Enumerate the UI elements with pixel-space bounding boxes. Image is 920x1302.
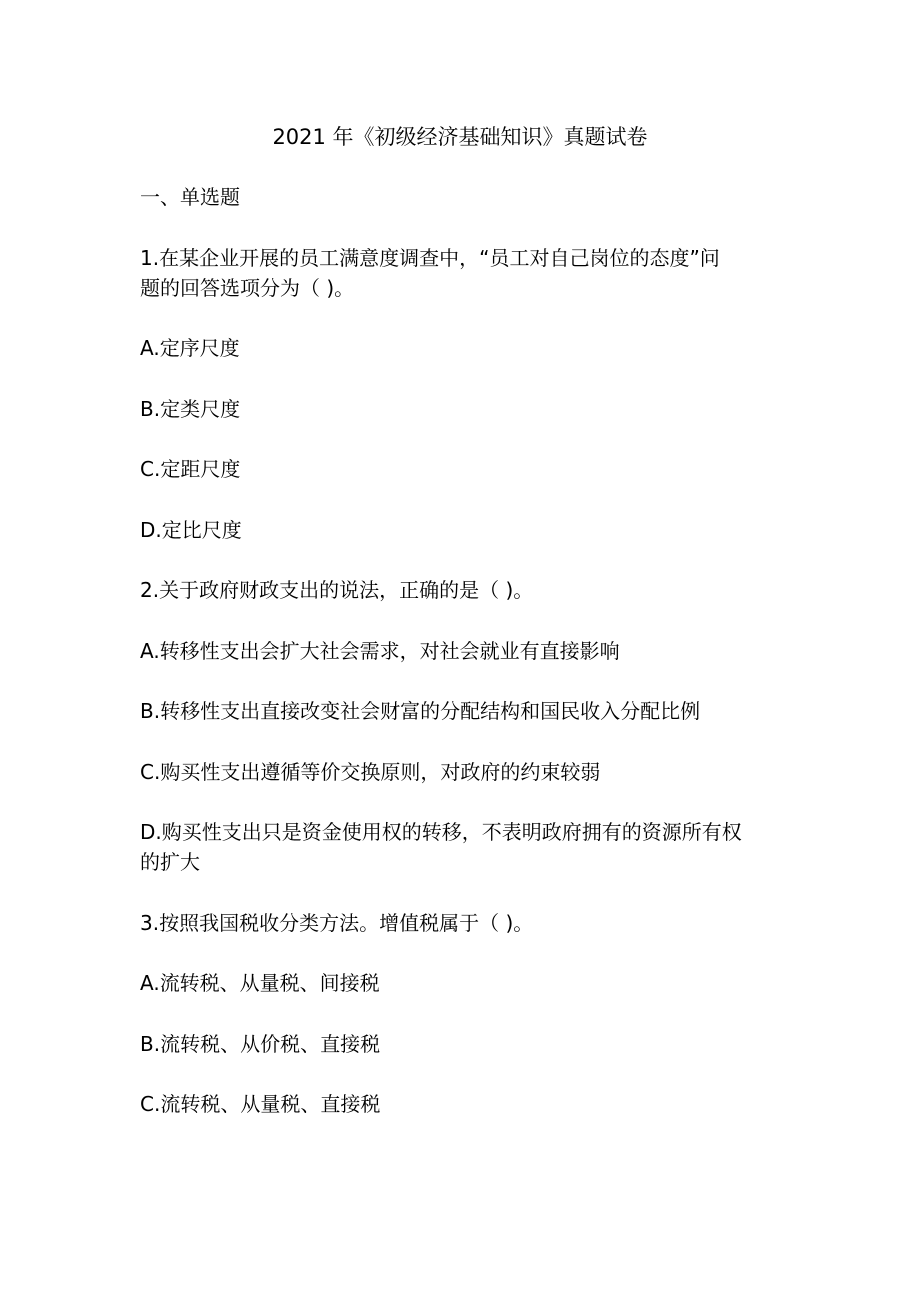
- option-c: C.流转税、从量税、直接税: [140, 1092, 381, 1116]
- option-c: C.定距尺度: [140, 457, 241, 481]
- option-d-continuation: 的扩大: [140, 850, 200, 874]
- option-d: D.购买性支出只是资金使用权的转移，不表明政府拥有的资源所有权: [140, 820, 742, 844]
- question-stem-line: 3.按照我国税收分类方法。增值税属于（ )。: [140, 910, 534, 935]
- section-heading: 一、单选题: [140, 185, 240, 209]
- question-2: [140, 575, 790, 877]
- question-stem-line: 1.在某企业开展的员工满意度调查中，“员工对自己岗位的态度”问: [140, 245, 720, 270]
- option-a: A.转移性支出会扩大社会需求，对社会就业有直接影响: [140, 638, 620, 663]
- question-stem-line: 题的回答选项分为（ )。: [140, 275, 355, 300]
- option-a: A.流转税、从量税、间接税: [140, 971, 380, 995]
- option-c: C.购买性支出遵循等价交换原则，对政府的约束较弱: [140, 759, 601, 784]
- question-3: [140, 908, 790, 1120]
- option-b: B.流转税、从价税、直接税: [140, 1031, 381, 1056]
- document-title: 2021 年《初级经济基础知识》真题试卷: [272, 125, 648, 149]
- option-a: A.定序尺度: [140, 336, 240, 360]
- option-d: D.定比尺度: [140, 517, 242, 542]
- question-1: [140, 243, 790, 545]
- option-b: B.定类尺度: [140, 396, 241, 421]
- option-b: B.转移性支出直接改变社会财富的分配结构和国民收入分配比例: [140, 699, 701, 723]
- document-body: [140, 182, 790, 1119]
- question-stem-line: 2.关于政府财政支出的说法，正确的是（ )。: [140, 578, 534, 602]
